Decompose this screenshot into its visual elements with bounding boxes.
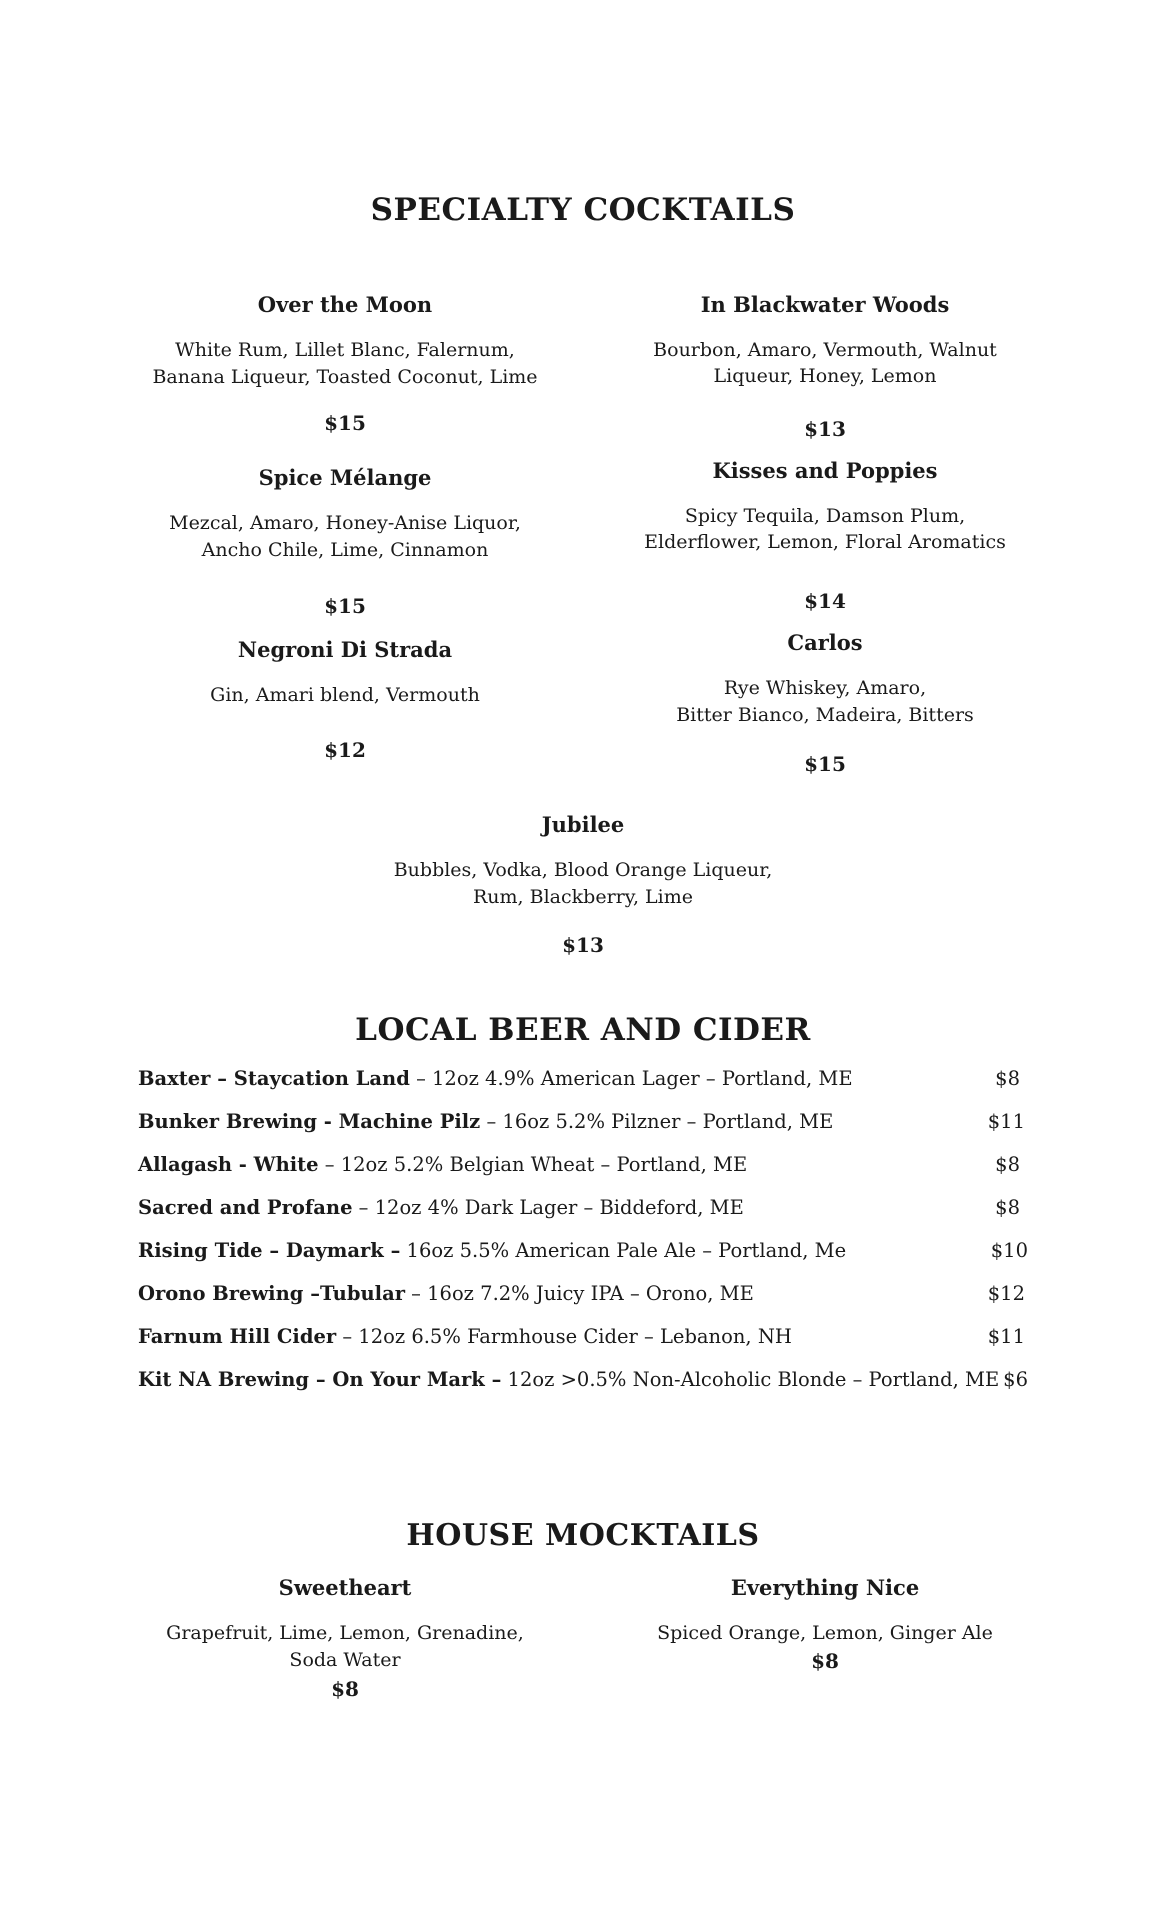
beer-price: $12 — [987, 1282, 1025, 1305]
beer-brand: Allagash - White — [138, 1153, 319, 1176]
cocktail-name: Kisses and Poppies — [712, 458, 938, 483]
cocktail-description: Bubbles, Vodka, Blood Orange Liqueur, — [393, 859, 773, 881]
beer-price: $11 — [987, 1325, 1025, 1348]
cocktail-price: $15 — [324, 411, 366, 435]
cocktail-description: Spicy Tequila, Damson Plum, — [684, 505, 966, 527]
beer-detail: – 16oz 5.2% Pilzner – Portland, ME — [480, 1110, 834, 1133]
beer-item — [138, 1239, 1033, 1262]
beer-item — [138, 1067, 1033, 1090]
mocktail-name: Sweetheart — [278, 1575, 412, 1600]
beer-brand: Bunker Brewing - Machine Pilz — [138, 1110, 481, 1133]
beer-item — [138, 1110, 1033, 1133]
cocktail-price: $13 — [562, 933, 604, 957]
cocktail-description: Liqueur, Honey, Lemon — [713, 365, 937, 387]
specialty-cocktails-title: SPECIALTY COCKTAILS — [370, 192, 796, 228]
beer-item — [138, 1153, 1033, 1176]
beer-item — [138, 1282, 1033, 1305]
beer-item — [138, 1196, 1033, 1219]
cocktail-description: Gin, Amari blend, Vermouth — [210, 684, 480, 706]
house-mocktails-title: HOUSE MOCKTAILS — [406, 1518, 760, 1553]
beer-brand: Rising Tide – Daymark – — [138, 1239, 401, 1262]
beer-price: $6 — [1003, 1368, 1028, 1391]
beer-cider-title: LOCAL BEER AND CIDER — [355, 1012, 811, 1048]
cocktail-description: Elderflower, Lemon, Floral Aromatics — [644, 531, 1006, 553]
cocktail-name: Negroni Di Strada — [237, 637, 453, 662]
beer-item — [138, 1325, 1033, 1348]
cocktail-description: Mezcal, Amaro, Honey-Anise Liquor, — [169, 512, 521, 534]
beer-brand: Baxter – Staycation Land — [138, 1067, 410, 1090]
beer-detail: – 12oz 6.5% Farmhouse Cider – Lebanon, NH — [336, 1325, 792, 1348]
beer-detail: 16oz 5.5% American Pale Ale – Portland, Me — [400, 1239, 847, 1262]
cocktail-description: Bitter Bianco, Madeira, Bitters — [676, 704, 974, 726]
beer-price: $8 — [995, 1067, 1020, 1090]
beer-price: $10 — [990, 1239, 1028, 1262]
cocktail-description: Ancho Chile, Lime, Cinnamon — [201, 539, 489, 561]
beer-brand: Orono Brewing –Tubular — [138, 1282, 405, 1305]
cocktail-price: $13 — [804, 417, 846, 441]
mocktail-description: Soda Water — [289, 1649, 401, 1671]
cocktail-name: Over the Moon — [257, 292, 433, 317]
beer-brand: Farnum Hill Cider — [138, 1325, 337, 1348]
beer-brand: Sacred and Profane — [138, 1196, 353, 1219]
beer-price: $8 — [995, 1153, 1020, 1176]
beer-detail: – 16oz 7.2% Juicy IPA – Orono, ME — [404, 1282, 754, 1305]
mocktail-price: $8 — [331, 1677, 359, 1701]
cocktail-name: Spice Mélange — [258, 465, 432, 490]
cocktail-description: Banana Liqueur, Toasted Coconut, Lime — [152, 366, 538, 388]
beer-price: $11 — [987, 1110, 1025, 1133]
beer-detail: – 12oz 4% Dark Lager – Biddeford, ME — [352, 1196, 744, 1219]
beer-detail: 12oz >0.5% Non-Alcoholic Blonde – Portland, ME — [501, 1368, 1000, 1391]
cocktail-price: $15 — [324, 594, 366, 618]
cocktail-description: Rum, Blackberry, Lime — [473, 886, 693, 908]
cocktail-name: Jubilee — [541, 812, 625, 837]
cocktail-price: $12 — [324, 738, 366, 762]
mocktail-price: $8 — [811, 1649, 839, 1673]
beer-price: $8 — [995, 1196, 1020, 1219]
beer-detail: – 12oz 5.2% Belgian Wheat – Portland, ME — [318, 1153, 748, 1176]
cocktail-price: $15 — [804, 752, 846, 776]
cocktail-name: Carlos — [787, 630, 863, 655]
cocktail-description: White Rum, Lillet Blanc, Falernum, — [175, 339, 515, 361]
cocktail-description: Rye Whiskey, Amaro, — [723, 677, 927, 699]
cocktail-name: In Blackwater Woods — [700, 292, 950, 317]
beer-item — [138, 1368, 1033, 1391]
beer-detail: – 12oz 4.9% American Lager – Portland, ME — [409, 1067, 853, 1090]
mocktail-description: Grapefruit, Lime, Lemon, Grenadine, — [166, 1622, 524, 1644]
mocktail-name: Everything Nice — [730, 1575, 920, 1600]
mocktail-description: Spiced Orange, Lemon, Ginger Ale — [657, 1622, 993, 1644]
beer-brand: Kit NA Brewing – On Your Mark – — [138, 1368, 502, 1391]
cocktail-price: $14 — [804, 589, 846, 613]
cocktail-description: Bourbon, Amaro, Vermouth, Walnut — [653, 339, 997, 361]
